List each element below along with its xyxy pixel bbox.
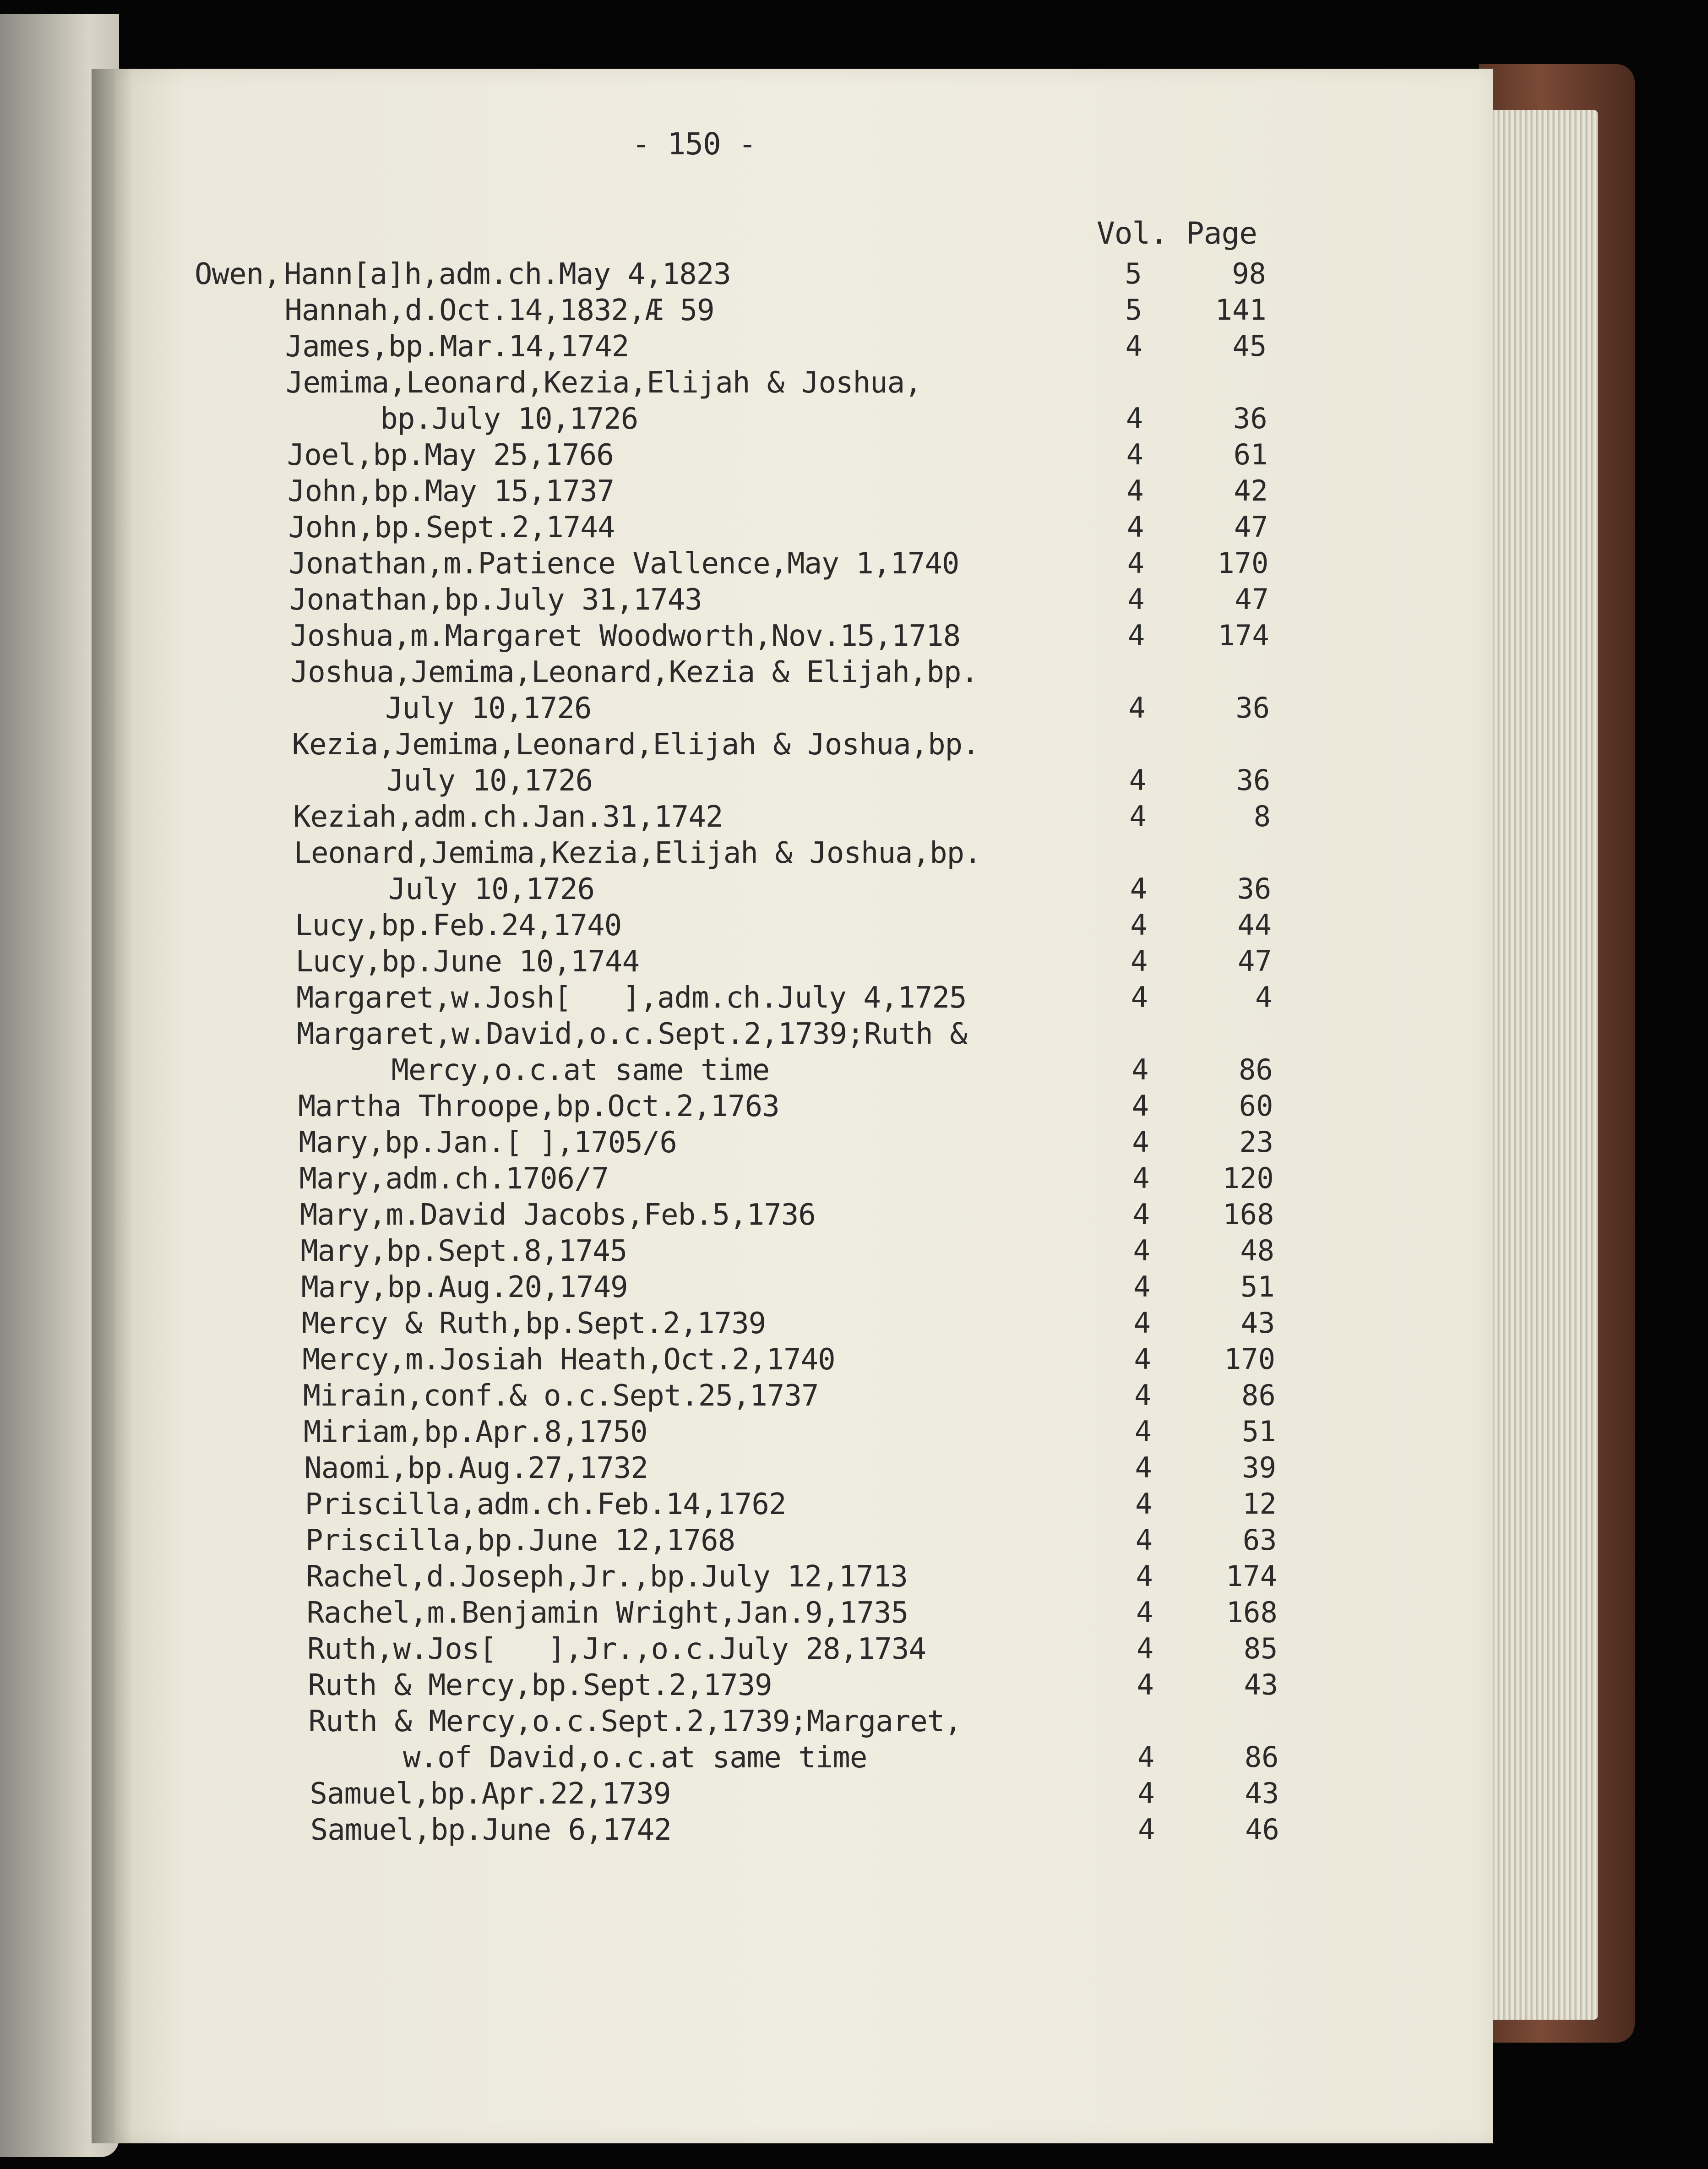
entry-line: Mirain,conf.& o.c.Sept.25,1737 — [303, 1379, 819, 1413]
entry-page: 170 — [1217, 546, 1269, 580]
entry-page: 174 — [1218, 619, 1269, 652]
entry-continuation-line: w.of David,o.c.at same time — [403, 1741, 867, 1775]
column-header-page: Page — [1186, 216, 1257, 251]
entry-page: 141 — [1215, 293, 1267, 327]
entry-volume: 4 — [1134, 1342, 1151, 1376]
entry-line: Joshua,Jemima,Leonard,Kezia & Elijah,bp. — [290, 655, 978, 689]
entry-line: Ruth,w.Jos[ ],Jr.,o.c.July 28,1734 — [307, 1632, 926, 1666]
entry-volume: 4 — [1130, 908, 1148, 942]
entry-page: 170 — [1224, 1342, 1276, 1376]
entry-page: 36 — [1233, 402, 1267, 435]
entry-page: 46 — [1245, 1813, 1279, 1846]
entry-line: Kezia,Jemima,Leonard,Elijah & Joshua,bp. — [292, 728, 979, 762]
entry-volume: 5 — [1125, 293, 1142, 327]
entry-page: 48 — [1240, 1234, 1275, 1267]
entry-line: Keziah,adm.ch.Jan.31,1742 — [293, 800, 723, 834]
entry-line: Hann[a]h,adm.ch.May 4,1823 — [284, 257, 731, 291]
entry-line: John,bp.May 15,1737 — [288, 474, 615, 508]
page-number: - 150 - — [632, 126, 756, 162]
entry-volume: 4 — [1128, 691, 1146, 725]
entry-line: Ruth & Mercy,bp.Sept.2,1739 — [308, 1668, 772, 1702]
entry-line: Mary,adm.ch.1706/7 — [299, 1162, 609, 1196]
entry-continuation-line: July 10,1726 — [386, 764, 593, 798]
entry-line: John,bp.Sept.2,1744 — [288, 511, 615, 545]
entry-line: Jonathan,m.Patience Vallence,May 1,1740 — [288, 547, 959, 581]
entry-page: 43 — [1244, 1668, 1278, 1701]
entry-volume: 4 — [1134, 1415, 1152, 1448]
entry-page: 4 — [1255, 981, 1273, 1014]
entry-page: 39 — [1242, 1451, 1277, 1484]
entry-continuation-line: July 10,1726 — [388, 872, 595, 906]
entry-continuation-line: July 10,1726 — [385, 692, 592, 725]
entry-line: Priscilla,bp.June 12,1768 — [305, 1524, 735, 1558]
entry-line: Samuel,bp.June 6,1742 — [310, 1813, 671, 1847]
entry-page: 23 — [1239, 1125, 1274, 1159]
entry-volume: 4 — [1125, 329, 1142, 363]
entry-line: Rachel,m.Benjamin Wright,Jan.9,1735 — [306, 1596, 908, 1630]
entry-line: Miriam,bp.Apr.8,1750 — [303, 1415, 647, 1449]
entry-line: Martha Throope,bp.Oct.2,1763 — [298, 1090, 779, 1123]
entry-line: Lucy,bp.June 10,1744 — [295, 945, 640, 979]
page-stack-edge — [1484, 110, 1598, 2020]
entry-line: Mary,bp.Sept.8,1745 — [300, 1234, 627, 1268]
entry-volume: 4 — [1137, 1668, 1154, 1701]
entry-page: 42 — [1234, 474, 1268, 507]
entry-volume: 4 — [1138, 1813, 1155, 1846]
entry-page: 120 — [1222, 1161, 1274, 1195]
entry-continuation-line: bp.July 10,1726 — [380, 402, 638, 436]
entry-volume: 4 — [1131, 944, 1148, 978]
entry-volume: 4 — [1133, 1270, 1151, 1303]
entry-line: Joshua,m.Margaret Woodworth,Nov.15,1718 — [290, 619, 961, 653]
entry-page: 45 — [1232, 329, 1267, 363]
entry-volume: 4 — [1127, 546, 1145, 580]
entry-line: Mercy & Ruth,bp.Sept.2,1739 — [301, 1307, 766, 1341]
entry-volume: 4 — [1131, 1053, 1149, 1086]
entry-page: 63 — [1242, 1523, 1277, 1557]
entry-page: 36 — [1236, 763, 1271, 797]
entry-page: 86 — [1241, 1379, 1276, 1412]
entry-volume: 4 — [1137, 1777, 1155, 1810]
entry-volume: 4 — [1126, 438, 1143, 471]
entry-volume: 4 — [1128, 619, 1145, 652]
entry-volume: 5 — [1125, 257, 1142, 290]
entry-volume: 4 — [1126, 474, 1144, 507]
entry-volume: 4 — [1133, 1306, 1151, 1340]
entry-page: 51 — [1240, 1270, 1275, 1303]
entry-page: 61 — [1233, 438, 1268, 471]
entry-page: 47 — [1235, 583, 1269, 616]
entry-line: James,bp.Mar.14,1742 — [285, 330, 629, 364]
entry-page: 12 — [1242, 1487, 1277, 1520]
entry-line: Jonathan,bp.July 31,1743 — [289, 583, 702, 617]
entry-volume: 4 — [1130, 872, 1148, 905]
entry-page: 86 — [1244, 1740, 1279, 1774]
entry-volume: 4 — [1132, 1161, 1150, 1195]
entry-volume: 4 — [1127, 583, 1145, 616]
entry-line: Mercy,m.Josiah Heath,Oct.2,1740 — [302, 1343, 835, 1377]
column-header-vol: Vol. — [1097, 216, 1168, 251]
entry-volume: 4 — [1131, 1089, 1149, 1123]
entry-page: 47 — [1238, 944, 1272, 978]
entry-page: 44 — [1237, 908, 1272, 942]
entry-page: 98 — [1232, 257, 1266, 290]
entry-page: 51 — [1241, 1415, 1276, 1448]
entry-line: Hannah,d.Oct.14,1832,Æ 59 — [284, 294, 714, 327]
entry-volume: 4 — [1129, 763, 1147, 797]
entry-line: Leonard,Jemima,Kezia,Elijah & Joshua,bp. — [294, 836, 981, 870]
entry-line: Margaret,w.Josh[ ],adm.ch.July 4,1725 — [296, 981, 967, 1015]
entry-line: Samuel,bp.Apr.22,1739 — [310, 1777, 671, 1811]
entry-line: Mary,bp.Jan.[ ],1705/6 — [299, 1126, 677, 1160]
entry-page: 168 — [1223, 1198, 1274, 1231]
entry-line: Lucy,bp.Feb.24,1740 — [295, 909, 622, 943]
entry-continuation-line: Mercy,o.c.at same time — [391, 1053, 770, 1087]
entry-page: 8 — [1253, 800, 1271, 833]
entry-volume: 4 — [1132, 1198, 1150, 1231]
entry-page: 43 — [1240, 1306, 1275, 1340]
entry-line: Mary,bp.Aug.20,1749 — [301, 1270, 628, 1304]
entry-volume: 4 — [1135, 1523, 1153, 1557]
entry-page: 168 — [1226, 1596, 1278, 1629]
entry-page: 36 — [1237, 872, 1272, 905]
entry-page: 60 — [1239, 1089, 1273, 1123]
entry-line: Jemima,Leonard,Kezia,Elijah & Joshua, — [286, 366, 922, 400]
entry-line: Mary,m.David Jacobs,Feb.5,1736 — [299, 1198, 816, 1232]
entry-volume: 4 — [1135, 1487, 1153, 1520]
entry-volume: 4 — [1133, 1234, 1150, 1267]
entry-volume: 4 — [1126, 402, 1143, 435]
entry-page: 43 — [1245, 1777, 1279, 1810]
entry-page: 85 — [1243, 1632, 1278, 1665]
entry-volume: 4 — [1129, 800, 1147, 833]
entry-volume: 4 — [1132, 1125, 1149, 1159]
entry-line: Naomi,bp.Aug.27,1732 — [304, 1451, 648, 1485]
entry-page: 86 — [1239, 1053, 1273, 1086]
entry-volume: 4 — [1135, 1451, 1152, 1484]
entry-page: 174 — [1226, 1559, 1278, 1593]
entry-page: 47 — [1234, 510, 1268, 544]
entry-line: Rachel,d.Joseph,Jr.,bp.July 12,1713 — [306, 1560, 908, 1594]
entry-volume: 4 — [1131, 981, 1148, 1014]
surname-heading: Owen, — [195, 257, 281, 291]
entry-line: Margaret,w.David,o.c.Sept.2,1739;Ruth & — [297, 1017, 967, 1051]
entry-page: 36 — [1235, 691, 1270, 725]
book-gutter — [92, 69, 133, 2143]
entry-line: Ruth & Mercy,o.c.Sept.2,1739;Margaret, — [308, 1705, 962, 1738]
entry-volume: 4 — [1137, 1740, 1155, 1774]
entry-line: Priscilla,adm.ch.Feb.14,1762 — [305, 1488, 786, 1521]
entry-volume: 4 — [1136, 1559, 1153, 1593]
entry-volume: 4 — [1136, 1632, 1154, 1665]
entry-volume: 4 — [1136, 1596, 1153, 1629]
entry-line: Joel,bp.May 25,1766 — [287, 438, 614, 472]
entry-volume: 4 — [1127, 510, 1144, 544]
entry-volume: 4 — [1134, 1379, 1152, 1412]
